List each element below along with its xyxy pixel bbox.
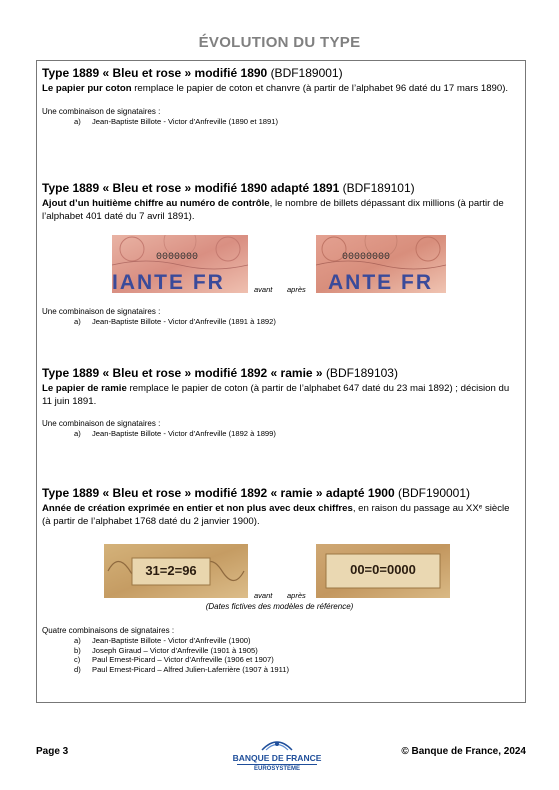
banknote-serial-after: [316, 235, 446, 293]
section-title-text: Type 1889 « Bleu et rose » modifié 1892 « ramie »: [42, 366, 323, 380]
section-code: (BDF189101): [342, 181, 415, 195]
serial-number: 00000000: [342, 252, 391, 263]
description-text: , le nombre de billets dépassant dix millions (à partir de l’alphabet 401 daté du 7 avril 1891).: [42, 198, 504, 222]
section-description: [42, 198, 520, 223]
description-bold: Le papier de ramie: [42, 383, 127, 394]
signatories-intro: Une combinaison de signataires :: [42, 419, 161, 428]
section-bdf189103: [42, 366, 520, 439]
signatory-letter: b): [74, 645, 81, 655]
banknote-serial-before: [112, 235, 248, 293]
section-bdf190001: [42, 486, 520, 528]
section-description: [42, 383, 520, 408]
signatory-item: [42, 665, 520, 675]
section-code: (BDF189001): [270, 66, 343, 80]
section-bdf190001-signatories: [42, 626, 520, 674]
signatories-list: [42, 429, 520, 439]
logo-emblem-icon: [260, 738, 294, 752]
note-text-fragment: ANTE FR: [328, 271, 433, 294]
section-title: [42, 486, 520, 501]
signatories-intro: Une combinaison de signataires :: [42, 307, 161, 316]
figure-caption: (Dates fictives des modèles de référence): [205, 602, 354, 611]
label-after: après: [287, 285, 306, 294]
logo-sub: EUROSYSTÈME: [253, 766, 300, 772]
banknote-date-after: [316, 544, 450, 598]
signatories-intro: Une combinaison de signataires :: [42, 106, 161, 116]
description-text: remplace le papier de coton (à partir de l’alphabet 647 daté du 23 mai 1892) ; décision du 11 juin 1891.: [42, 383, 510, 407]
banque-de-france-logo: [222, 738, 332, 778]
signatory-item: [42, 655, 520, 665]
signatory-letter: a): [74, 636, 81, 645]
section-description: [42, 503, 520, 528]
signatory-name: Jean-Baptiste Billote - Victor d’Anfreville (1890 et 1891): [92, 116, 279, 126]
signatory-item: [42, 429, 520, 439]
signatory-name: Joseph Giraud – Victor d’Anfreville (1901 à 1905): [92, 645, 258, 655]
page-number: Page 3: [36, 746, 69, 757]
signatory-item: [42, 636, 520, 646]
signatory-item: [42, 646, 520, 656]
section-description: [42, 83, 520, 96]
date-stamp: 31=2=96: [145, 563, 197, 578]
serial-number: 0000000: [156, 252, 199, 263]
signatory-letter: d): [74, 664, 81, 674]
description-text: , en raison du passage au XXᵉ siècle (à partir de l’alphabet 1768 daté du 2 janvier 1900).: [42, 503, 510, 527]
description-bold: Année de création exprimée en entier et non plus avec deux chiffres: [42, 503, 353, 514]
section-title: [42, 366, 520, 381]
signatory-name: Jean-Baptiste Billote - Victor d’Anfreville (1891 à 1892): [92, 317, 276, 326]
signatory-name: Paul Ernest-Picard – Alfred Julien-Laferrière (1907 à 1911): [92, 664, 289, 674]
signatory-item: [42, 317, 520, 327]
signatory-item: [42, 117, 520, 127]
signatory-letter: a): [74, 116, 81, 126]
section-title-text: Type 1889 « Bleu et rose » modifié 1890 adapté 1891: [42, 181, 340, 195]
section-title: [42, 66, 520, 81]
logo-divider: [237, 764, 317, 765]
signatories-intro: Quatre combinaisons de signataires :: [42, 626, 175, 635]
section-bdf189101: [42, 181, 520, 223]
section-bdf189101-signatories: [42, 307, 520, 327]
signatory-letter: a): [74, 429, 81, 438]
page-title: ÉVOLUTION DU TYPE: [198, 34, 361, 51]
banknote-date-before: [104, 544, 248, 598]
description-bold: Le papier pur coton: [42, 83, 132, 94]
signatories-list: [42, 636, 520, 674]
section-title: [42, 181, 520, 196]
logo-name: BANQUE DE FRANCE: [232, 753, 322, 763]
section-code: (BDF190001): [397, 486, 471, 500]
description-text: remplace le papier de coton et chanvre (à partir de l’alphabet 96 daté du 17 mars 1890).: [131, 83, 509, 94]
section-code: (BDF189103): [325, 366, 398, 380]
date-stamp: 00=0=0000: [350, 562, 416, 577]
label-after: après: [287, 591, 306, 600]
signatory-name: Jean-Baptiste Billote - Victor d’Anfreville (1900): [92, 636, 251, 645]
section-title-text: Type 1889 « Bleu et rose » modifié 1890: [42, 66, 268, 80]
signatories-list: [42, 317, 520, 327]
label-before: avant: [254, 591, 273, 600]
section-bdf189001: [42, 66, 520, 126]
note-text-fragment: IANTE FR: [112, 271, 225, 294]
signatory-letter: c): [74, 655, 81, 665]
description-bold: Ajout d’un huitième chiffre au numéro de contrôle: [42, 198, 270, 209]
signatory-name: Paul Ernest-Picard – Victor d’Anfreville (1906 et 1907): [92, 655, 274, 665]
signatory-name: Jean-Baptiste Billote - Victor d’Anfreville (1892 à 1899): [92, 429, 276, 438]
signatories-list: [42, 117, 520, 127]
copyright: © Banque de France, 2024: [401, 746, 526, 757]
signatory-letter: a): [74, 317, 81, 326]
section-title-text: Type 1889 « Bleu et rose » modifié 1892 « ramie » adapté 1900: [42, 486, 395, 500]
label-before: avant: [254, 285, 273, 294]
